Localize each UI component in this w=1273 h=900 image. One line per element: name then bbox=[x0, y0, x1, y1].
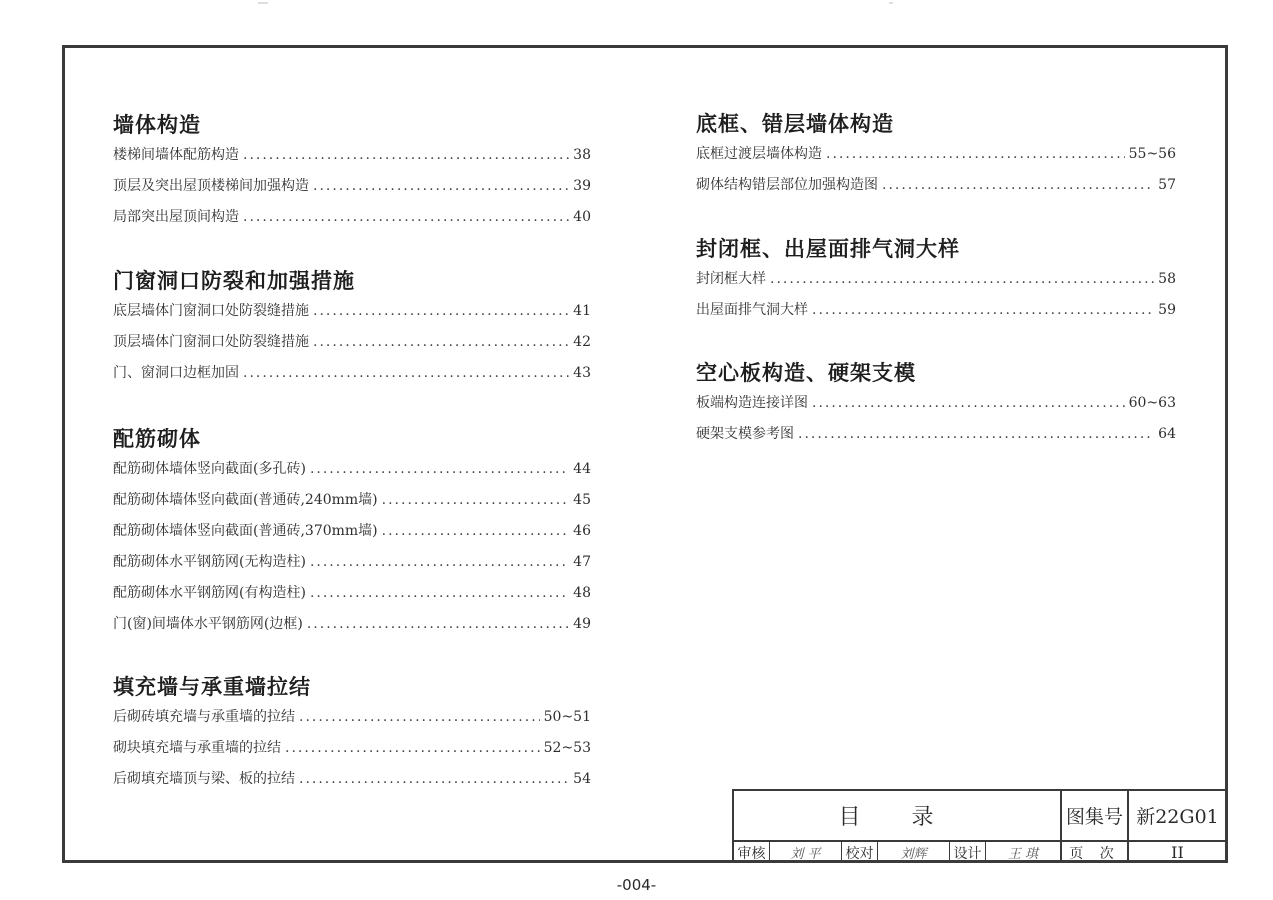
dot-leader bbox=[243, 202, 569, 233]
review-label: 审核 bbox=[734, 842, 770, 863]
entry-title: 砌体结构错层部位加强构造图 bbox=[696, 177, 878, 193]
toc-entry bbox=[113, 140, 591, 171]
toc-entry bbox=[113, 485, 591, 516]
entry-page: 47 bbox=[573, 554, 591, 570]
dot-leader bbox=[310, 578, 569, 609]
dot-leader bbox=[798, 419, 1154, 450]
entry-page: 43 bbox=[573, 365, 591, 381]
entry-page: 57 bbox=[1158, 177, 1176, 193]
toc-entry bbox=[113, 296, 591, 327]
dot-leader bbox=[882, 170, 1154, 201]
entry-page: 46 bbox=[573, 523, 591, 539]
design-label: 设计 bbox=[950, 842, 986, 863]
dot-leader bbox=[313, 296, 569, 327]
toc-entry bbox=[113, 327, 591, 358]
entry-title: 配筋砌体水平钢筋网(有构造柱) bbox=[113, 585, 306, 601]
title-block bbox=[732, 789, 1226, 861]
dot-leader bbox=[382, 516, 570, 547]
entry-page: 38 bbox=[573, 147, 591, 163]
toc-entry bbox=[113, 702, 591, 733]
toc-entry bbox=[113, 764, 591, 795]
toc-entry bbox=[696, 419, 1176, 450]
entry-title: 配筋砌体墙体竖向截面(多孔砖) bbox=[113, 461, 306, 477]
section-title: 填充墙与承重墙拉结 bbox=[113, 675, 311, 699]
section-title: 空心板构造、硬架支模 bbox=[696, 361, 916, 385]
toc-entry bbox=[113, 578, 591, 609]
toc-section bbox=[696, 234, 1176, 326]
entry-title: 门(窗)间墙体水平钢筋网(边框) bbox=[113, 616, 303, 632]
page-number-value: II bbox=[1171, 843, 1184, 862]
page-number-label: 页 次 bbox=[1062, 842, 1129, 863]
dot-leader bbox=[812, 388, 1125, 419]
entry-page: 58 bbox=[1158, 271, 1176, 287]
toc-entry bbox=[113, 609, 591, 640]
entry-page: 41 bbox=[573, 303, 591, 319]
toc-section bbox=[696, 358, 1176, 450]
toc-entry bbox=[113, 547, 591, 578]
entry-page: 39 bbox=[573, 178, 591, 194]
section-title: 门窗洞口防裂和加强措施 bbox=[113, 269, 355, 293]
dot-leader bbox=[285, 733, 540, 764]
dot-leader bbox=[812, 295, 1154, 326]
entry-page: 42 bbox=[573, 334, 591, 350]
toc-section bbox=[696, 109, 1176, 201]
entry-title: 顶层墙体门窗洞口处防裂缝措施 bbox=[113, 334, 309, 350]
dot-leader bbox=[307, 609, 569, 640]
dot-leader bbox=[310, 454, 569, 485]
entry-title: 楼梯间墙体配筋构造 bbox=[113, 147, 239, 163]
dot-leader bbox=[826, 139, 1125, 170]
entry-page: 59 bbox=[1158, 302, 1176, 318]
entry-title: 配筋砌体水平钢筋网(无构造柱) bbox=[113, 554, 306, 570]
dot-leader bbox=[299, 702, 540, 733]
dot-leader bbox=[243, 140, 569, 171]
entry-title: 砌块填充墙与承重墙的拉结 bbox=[113, 740, 281, 756]
atlas-number-value: 新22G01 bbox=[1129, 791, 1226, 842]
toc-section bbox=[113, 110, 591, 233]
entry-title: 板端构造连接详图 bbox=[696, 395, 808, 411]
entry-page: 60~63 bbox=[1128, 395, 1176, 411]
entry-title: 顶层及突出屋顶楼梯间加强构造 bbox=[113, 178, 309, 194]
title-block-title: 目 录 bbox=[734, 791, 1062, 842]
entry-page: 64 bbox=[1158, 426, 1176, 442]
entry-page: 49 bbox=[573, 616, 591, 632]
entry-page: 40 bbox=[573, 209, 591, 225]
check-label: 校对 bbox=[842, 842, 878, 863]
section-title: 配筋砌体 bbox=[113, 427, 201, 451]
entry-title: 封闭框大样 bbox=[696, 271, 766, 287]
entry-page: 54 bbox=[573, 771, 591, 787]
toc-entry bbox=[696, 264, 1176, 295]
toc-entry bbox=[113, 516, 591, 547]
review-signature: 刘 平 bbox=[770, 842, 842, 863]
dot-leader bbox=[313, 327, 569, 358]
entry-page: 48 bbox=[573, 585, 591, 601]
entry-title: 配筋砌体墙体竖向截面(普通砖,370mm墙) bbox=[113, 523, 378, 539]
entry-page: 55~56 bbox=[1128, 146, 1176, 162]
entry-page: 52~53 bbox=[543, 740, 591, 756]
dot-leader bbox=[243, 358, 569, 389]
toc-section bbox=[113, 672, 591, 795]
entry-title: 配筋砌体墙体竖向截面(普通砖,240mm墙) bbox=[113, 492, 378, 508]
atlas-number-label: 图集号 bbox=[1062, 791, 1129, 842]
entry-title: 后砌砖填充墙与承重墙的拉结 bbox=[113, 709, 295, 725]
entry-title: 出屋面排气洞大样 bbox=[696, 302, 808, 318]
toc-entry bbox=[113, 733, 591, 764]
toc-entry bbox=[696, 295, 1176, 326]
check-signature: 刘辉 bbox=[878, 842, 950, 863]
toc-section bbox=[113, 424, 591, 640]
toc-entry bbox=[696, 170, 1176, 201]
toc-entry bbox=[113, 202, 591, 233]
entry-title: 后砌填充墙顶与梁、板的拉结 bbox=[113, 771, 295, 787]
section-title: 底框、错层墙体构造 bbox=[696, 112, 894, 136]
dot-leader bbox=[770, 264, 1154, 295]
entry-page: 44 bbox=[573, 461, 591, 477]
dot-leader bbox=[310, 547, 569, 578]
dot-leader bbox=[299, 764, 569, 795]
entry-title: 底框过渡层墙体构造 bbox=[696, 146, 822, 162]
section-title: 墙体构造 bbox=[113, 113, 201, 137]
toc-entry bbox=[696, 139, 1176, 170]
entry-page: 45 bbox=[573, 492, 591, 508]
entry-title: 门、窗洞口边框加固 bbox=[113, 365, 239, 381]
toc-entry bbox=[113, 171, 591, 202]
design-signature: 王 琪 bbox=[986, 842, 1062, 863]
toc-entry bbox=[696, 388, 1176, 419]
toc-entry bbox=[113, 454, 591, 485]
dot-leader bbox=[382, 485, 570, 516]
entry-title: 底层墙体门窗洞口处防裂缝措施 bbox=[113, 303, 309, 319]
page-footer: -004- bbox=[616, 876, 657, 894]
entry-title: 局部突出屋顶间构造 bbox=[113, 209, 239, 225]
dot-leader bbox=[313, 171, 569, 202]
section-title: 封闭框、出屋面排气洞大样 bbox=[696, 237, 960, 261]
entry-page: 50~51 bbox=[543, 709, 591, 725]
entry-title: 硬架支模参考图 bbox=[696, 426, 794, 442]
toc-section bbox=[113, 266, 591, 389]
toc-entry bbox=[113, 358, 591, 389]
